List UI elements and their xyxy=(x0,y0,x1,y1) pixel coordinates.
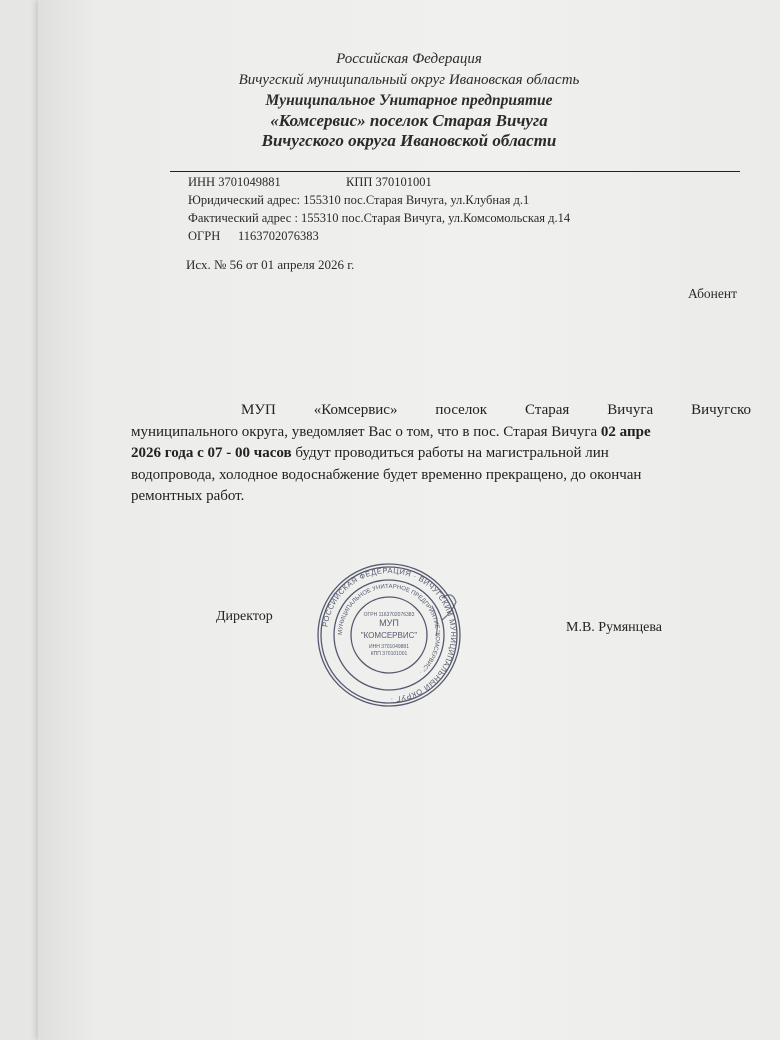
header-org-name: «Комсервис» поселок Старая Вичуга xyxy=(270,111,548,130)
signature-name: М.В. Румянцева xyxy=(566,620,663,635)
stamp-center-1: МУП xyxy=(379,618,399,628)
kpp-text: КПП 370101001 xyxy=(346,175,432,189)
notice-body xyxy=(131,400,751,508)
body-line-2: муниципального округа, уведомляет Вас о том, что в пос. Старая Вичуга 02 апре xyxy=(131,423,651,440)
stamp-center-2: "КОМСЕРВИС" xyxy=(360,631,418,640)
organization-stamp xyxy=(314,560,464,710)
body-line-4: водопровода, холодное водоснабжение будет временно прекращено, до окончан xyxy=(131,466,642,483)
body-line-3: 2026 года с 07 - 00 часов будут проводиться работы на магистральной лин xyxy=(131,445,609,461)
svg-text:МУНИЦИПАЛЬНОЕ УНИТАРНОЕ ПРЕДПР: МУНИЦИПАЛЬНОЕ УНИТАРНОЕ ПРЕДПРИЯТИЕ "КОМСЕРВИС" · xyxy=(337,583,441,675)
ogrn-label: ОГРН xyxy=(188,229,221,243)
svg-text:РОССИЙСКАЯ ФЕДЕРАЦИЯ · ВИЧУГСК: РОССИЙСКАЯ ФЕДЕРАЦИЯ · ВИЧУГСКИЙ МУНИЦИПАЛЬНЫЙ ОКРУГ · xyxy=(320,565,459,705)
document-page xyxy=(38,0,780,1040)
ogrn-value: 1163702076383 xyxy=(238,229,319,243)
body-line-1: МУП «Комсервис» поселок Старая Вичуга Вичугско xyxy=(241,402,751,418)
actual-address: Фактический адрес : 155310 пос.Старая Вичуга, ул.Комсомольская д.14 xyxy=(188,211,571,225)
header-divider xyxy=(170,171,740,172)
time-bold: 2026 года с 07 - 00 часов xyxy=(131,445,292,461)
legal-address: Юридический адрес: 155310 пос.Старая Вичуга, ул.Клубная д.1 xyxy=(188,193,530,207)
body-line-5: ремонтных работ. xyxy=(131,488,245,504)
header-org-type: Муниципальное Унитарное предприятие xyxy=(265,92,553,109)
header-org-district: Вичугского округа Ивановской области xyxy=(261,131,557,150)
stamp-ogrn: ОГРН 1163702076383 xyxy=(363,612,415,618)
stamp-inn: ИНН 3701049881 xyxy=(368,644,410,650)
outgoing-number: Исх. № 56 от 01 апреля 2026 г. xyxy=(186,257,355,272)
signature-position: Директор xyxy=(216,609,273,624)
header-country: Российская Федерация xyxy=(336,51,482,67)
date-bold: 02 апре xyxy=(600,423,651,440)
addressee: Абонент xyxy=(688,286,738,301)
stamp-kpp: КПП 370101001 xyxy=(370,651,408,657)
header-region: Вичугский муниципальный округ Ивановская область xyxy=(238,72,580,88)
inn-text: ИНН 3701049881 xyxy=(188,175,281,189)
